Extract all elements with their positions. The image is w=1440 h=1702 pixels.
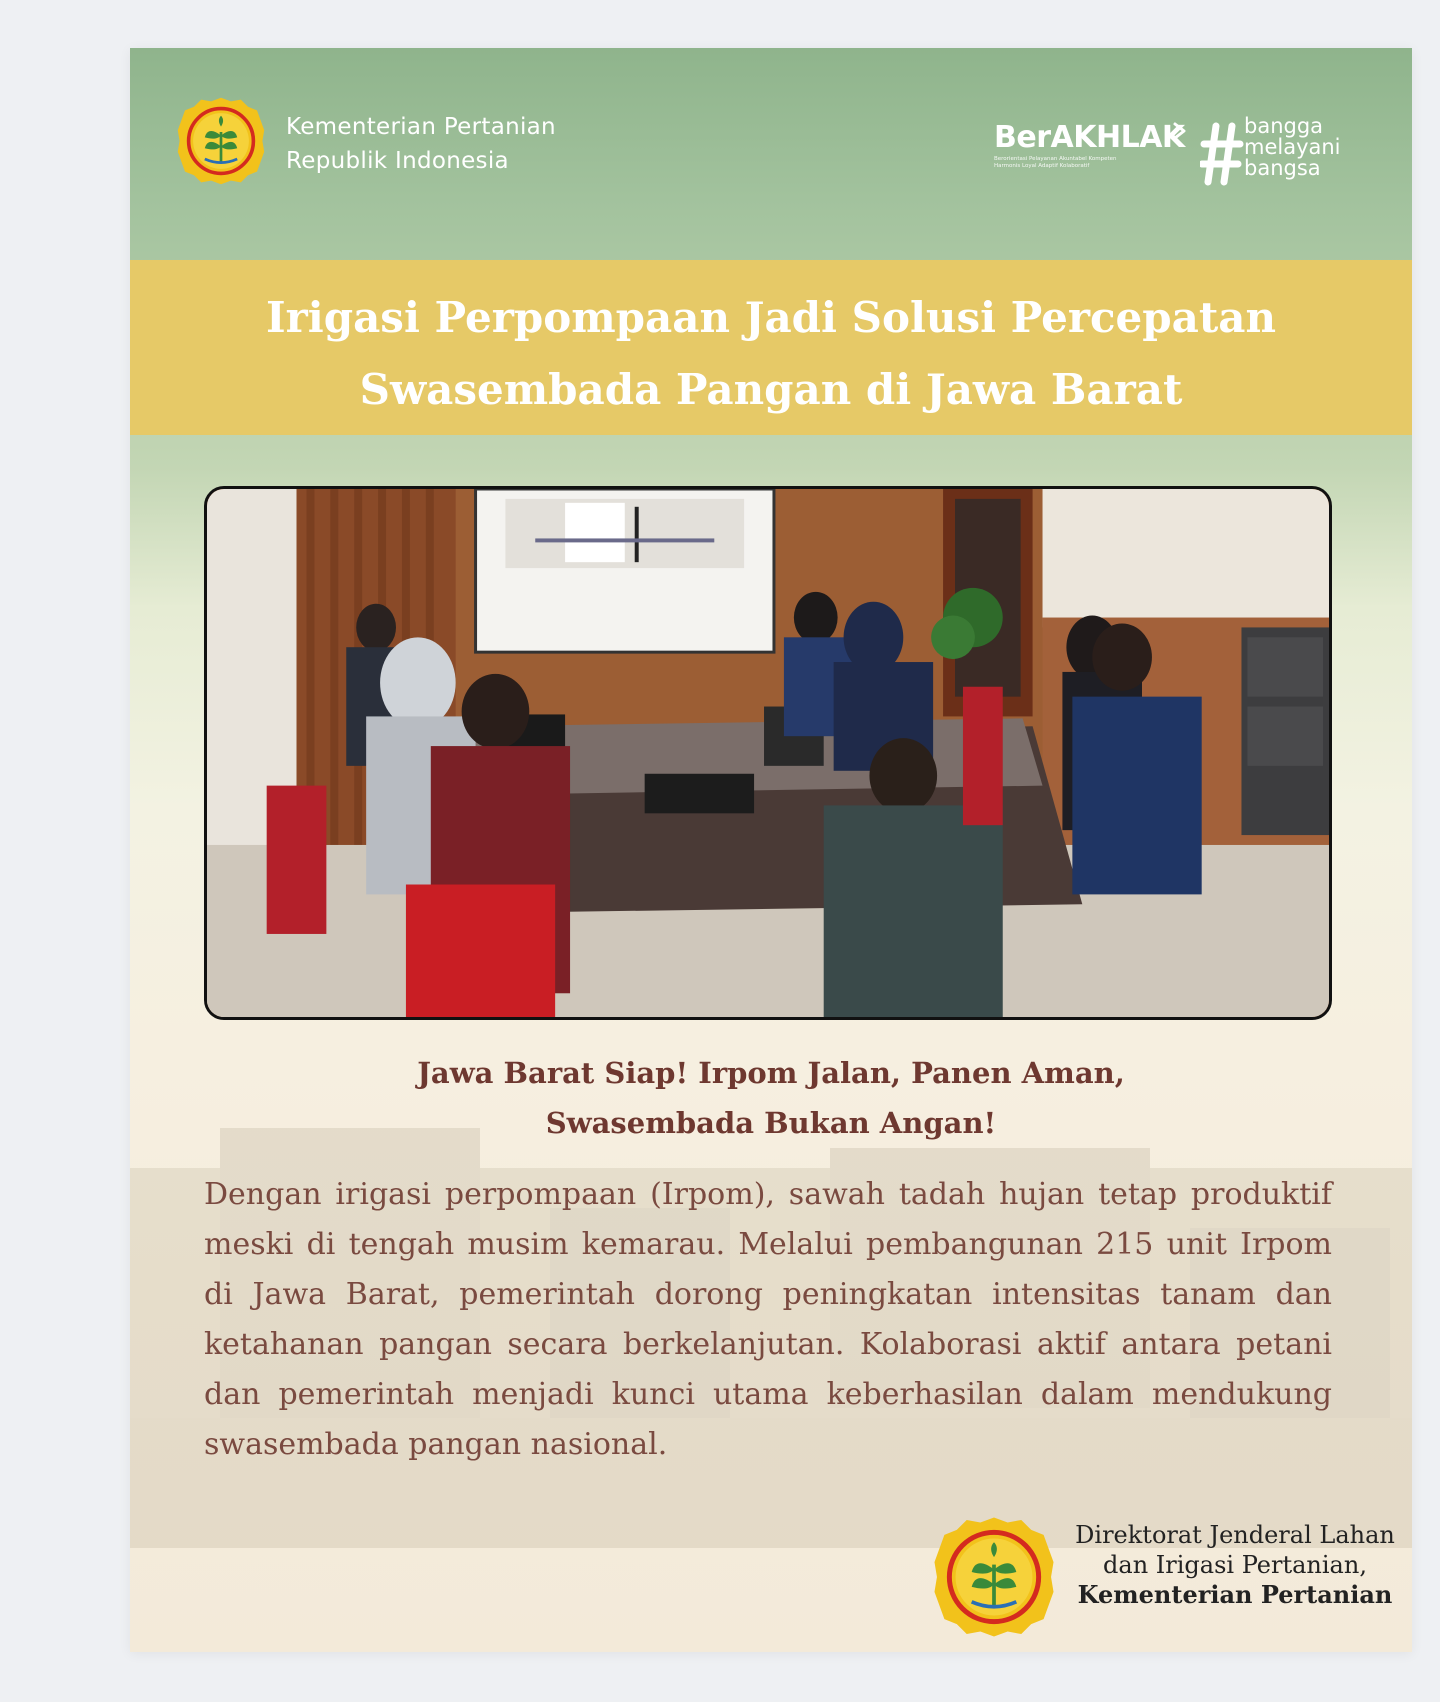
- title-banner: [130, 260, 1412, 435]
- meeting-photo-illustration: [207, 489, 1329, 1017]
- bangga-line-1: bangga: [1244, 114, 1324, 138]
- article-headline: [190, 1048, 1352, 1148]
- headline-line-2: Swasembada Bukan Angan!: [545, 1106, 997, 1140]
- chevron-right-icon: [1172, 122, 1188, 140]
- footer-attribution: [1060, 1520, 1410, 1610]
- bangga-text: [1244, 116, 1341, 179]
- ministry-line-2: Republik Indonesia: [286, 148, 509, 174]
- title-line-1: Irigasi Perpompaan Jadi Solusi Percepatan: [265, 293, 1277, 342]
- title-line-2: Swasembada Pangan di Jawa Barat: [359, 365, 1183, 414]
- footer-line-3: Kementerian Pertanian: [1077, 1580, 1393, 1609]
- kementan-footer-logo-icon: [932, 1515, 1056, 1639]
- page-title: [170, 282, 1372, 426]
- berakhlak-logo: [994, 120, 1194, 190]
- ministry-name: [286, 110, 556, 178]
- meeting-photo: [204, 486, 1332, 1020]
- berakhlak-subtitle-1: Berorientasi Pelayanan Akuntabel Kompeten: [994, 156, 1117, 162]
- bangga-line-3: bangsa: [1244, 156, 1321, 180]
- bangga-line-2: melayani: [1244, 135, 1341, 159]
- headline-line-1: Jawa Barat Siap! Irpom Jalan, Panen Aman,: [417, 1056, 1125, 1090]
- ministry-line-1: Kementerian Pertanian: [286, 114, 556, 140]
- berakhlak-subtitle-2: Harmonis Loyal Adaptif Kolaboratif: [994, 163, 1090, 169]
- bangga-melayani-logo: [1200, 116, 1360, 196]
- footer-line-2: dan Irigasi Pertanian,: [1103, 1551, 1367, 1579]
- hashtag-icon: [1200, 122, 1244, 186]
- kementan-logo-icon: [176, 96, 266, 186]
- article-body: Dengan irigasi perpompaan (Irpom), sawah tadah hujan tetap produktif meski di tengah musim kemarau. Melalui pembangunan 215 unit Irpom di Jawa Barat, pemerintah dorong peningkatan intensitas tanam dan ketahanan pangan secara berkelanjutan. Kolaborasi aktif antara petani dan pemerintah menjadi kunci utama keberhasilan dalam mendukung swasembada pangan nasional.: [204, 1177, 1332, 1462]
- footer-line-1: Direktorat Jenderal Lahan: [1075, 1521, 1395, 1549]
- header: [130, 48, 1412, 260]
- poster-card: [130, 48, 1412, 1652]
- berakhlak-wordmark: BerAKHLAK: [994, 120, 1185, 155]
